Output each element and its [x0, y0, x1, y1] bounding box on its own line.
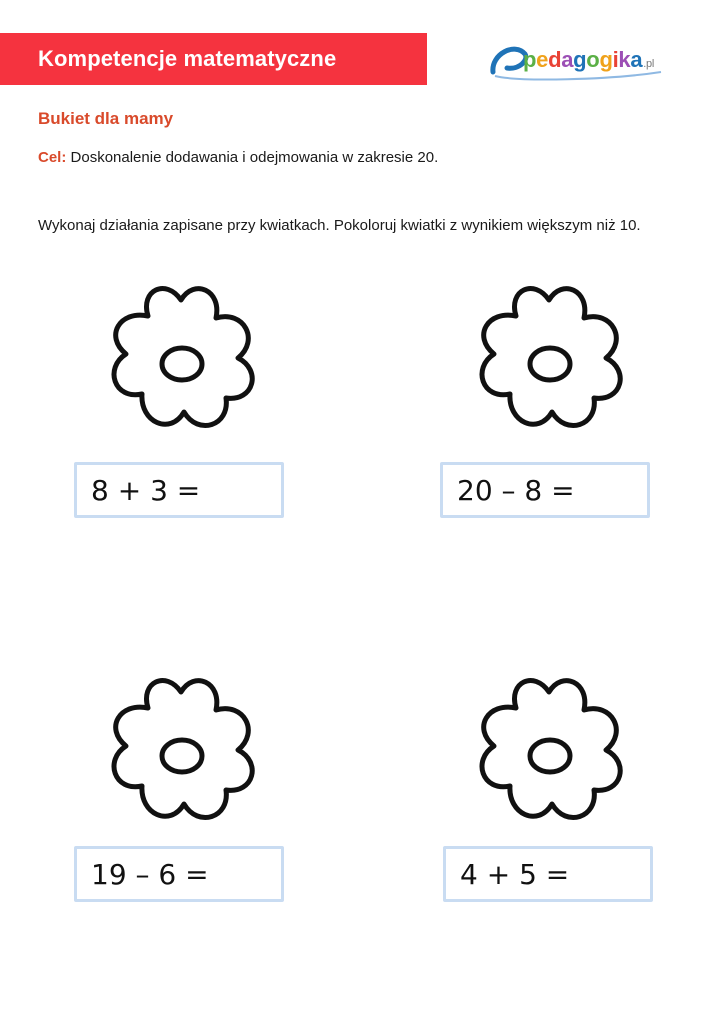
logo-letter: k: [618, 47, 631, 72]
equation-box[interactable]: [74, 846, 284, 902]
logo-letter: e: [536, 47, 549, 72]
header-banner: [0, 33, 427, 85]
logo-letter: i: [612, 47, 619, 72]
equation-text: 4 + 5 =: [460, 857, 570, 891]
logo-suffix: .pl: [643, 58, 654, 70]
logo-wordmark: [523, 47, 654, 73]
equation-box[interactable]: [74, 462, 284, 518]
logo-letter: g: [573, 47, 587, 72]
logo-letter: p: [523, 47, 537, 72]
banner-title: Kompetencje matematyczne: [38, 46, 337, 71]
flower-icon[interactable]: [464, 672, 634, 842]
goal-line: [38, 149, 438, 166]
logo-letter: a: [630, 47, 643, 72]
logo-letter: d: [548, 47, 562, 72]
flower-icon[interactable]: [96, 280, 266, 450]
logo-letter: o: [586, 47, 600, 72]
logo-first-letter: e: [503, 48, 515, 70]
equation-text: 8 + 3 =: [91, 473, 201, 507]
equation-text: 20 – 8 =: [457, 473, 575, 507]
equation-box[interactable]: [440, 462, 650, 518]
flower-icon[interactable]: [96, 672, 266, 842]
logo-letter: a: [561, 47, 574, 72]
flower-icon[interactable]: [464, 280, 634, 450]
goal-label: Cel:: [38, 149, 67, 166]
equation-box[interactable]: [443, 846, 653, 902]
worksheet-title: Bukiet dla mamy: [38, 109, 174, 128]
logo-letter: g: [599, 47, 613, 72]
instruction-text: Wykonaj działania zapisane przy kwiatkach. Pokoloruj kwiatki z wynikiem większym niż 10.: [38, 217, 641, 234]
equation-text: 19 – 6 =: [91, 857, 209, 891]
goal-text: Doskonalenie dodawania i odejmowania w zakresie 20.: [70, 149, 439, 166]
epedagogika-logo: [489, 36, 679, 84]
